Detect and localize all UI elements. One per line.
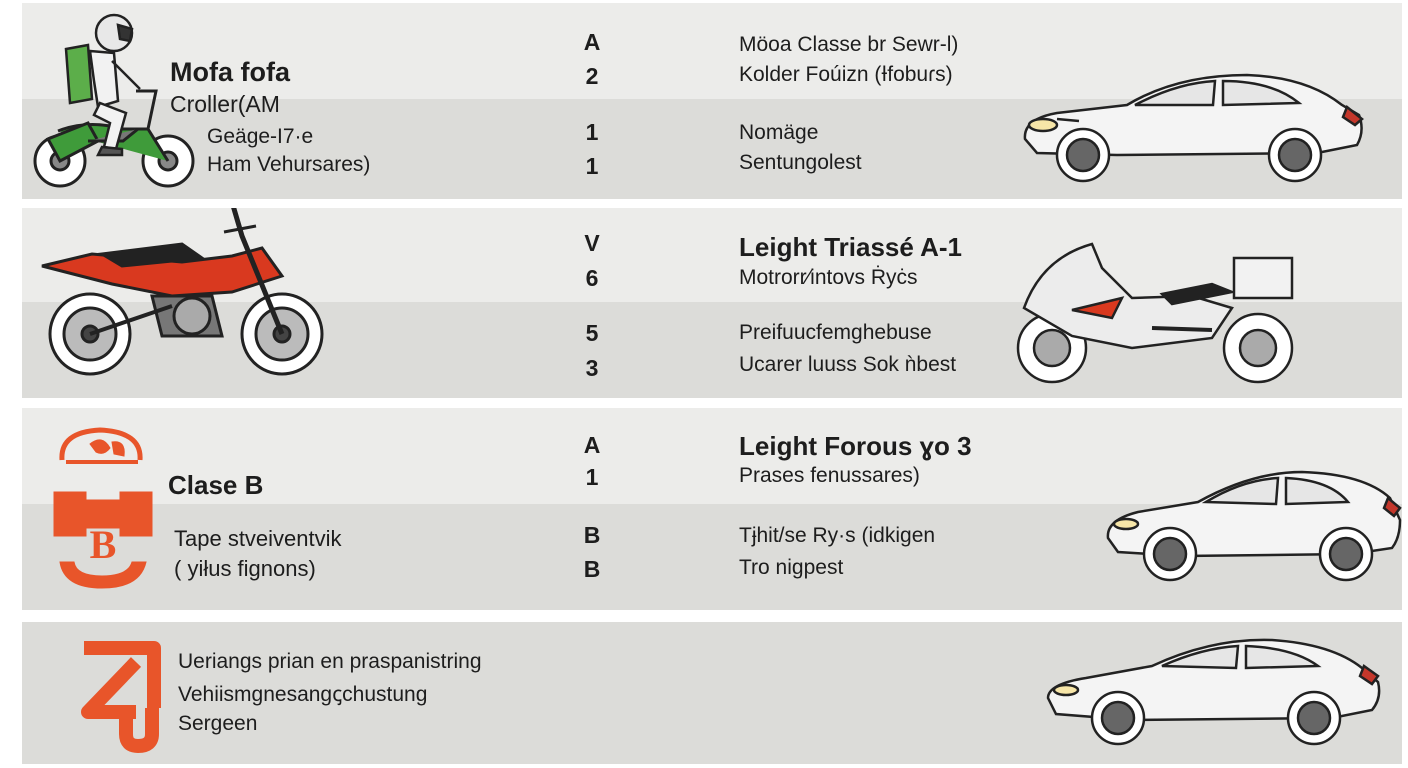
row-2 xyxy=(22,208,1402,398)
row-3-code-1: A xyxy=(583,432,601,458)
row-2-class-2: Motrorr⁄intovs Ṙyċs xyxy=(739,266,918,289)
row-4-line-1: Ueriangs prian en praspanistring xyxy=(178,650,482,673)
red-motorcycle-icon xyxy=(32,208,332,382)
svg-text:B: B xyxy=(89,522,117,567)
row-2-code-4: 3 xyxy=(585,355,599,381)
row-1-class-1: Möoa Classe br Sewr-l) xyxy=(739,33,959,56)
row-3-line-2: ( yiłus fignons) xyxy=(174,556,316,581)
row-1-subtitle: Croller(AM xyxy=(170,91,280,117)
row-3 xyxy=(22,408,1402,610)
row-3-class-4: Tro nigpest xyxy=(739,556,844,579)
row-3-code-3: B xyxy=(583,522,601,548)
row-1-class-3: Nomäge xyxy=(739,121,819,144)
row-2-class-4: Ucarer luuss Sok ǹbest xyxy=(739,353,957,376)
row-1-class-2: Kolder Foúizn (Ɨfobuɾs) xyxy=(739,63,953,86)
row-3-title: Clase B xyxy=(168,470,264,500)
row-3-code-2: 1 xyxy=(585,464,599,490)
row-1-line-2: Ham Vehursares) xyxy=(207,153,371,176)
row-1-line-1: Geäge-I7·e xyxy=(207,125,314,148)
row-3-line-1: Tape stveiventvik xyxy=(174,526,342,551)
orange-logo-icon xyxy=(76,638,166,754)
row-1-code-3: 1 xyxy=(585,119,599,145)
coupe-car-icon xyxy=(1042,634,1382,752)
row-3-class-2: Prases fenussares) xyxy=(739,464,920,487)
row-1-code-1: A xyxy=(583,29,601,55)
row-2-class-3: Preifuucfemɡhebuse xyxy=(739,321,932,344)
sedan-car-icon xyxy=(1017,69,1367,189)
row-3-code-4: B xyxy=(583,556,601,582)
row-3-class-3: Tɉhit/se Ry·s (idkigen xyxy=(739,524,936,547)
row-2-code-3: 5 xyxy=(585,320,599,346)
row-1-code-4: 1 xyxy=(585,153,599,179)
row-1-code-2: 2 xyxy=(585,63,599,89)
row-2-class-1: Leight Triassé A-1 xyxy=(739,232,962,262)
row-3-class-1: Leight Forous ɣo 3 xyxy=(739,431,972,461)
row-2-code-1: V xyxy=(584,230,600,256)
row-1 xyxy=(22,3,1402,199)
touring-motorcycle-icon xyxy=(1012,238,1312,388)
row-1-title: Mofa fofa xyxy=(170,57,290,87)
hatchback-car-icon xyxy=(1102,468,1402,588)
row-2-code-2: 6 xyxy=(585,265,599,291)
class-b-emblem-icon xyxy=(50,426,156,592)
row-4-line-3: Sergeen xyxy=(178,712,258,735)
row-4-line-2: Vehiismgnesangꞔchustung xyxy=(178,683,428,706)
row-1-class-4: Sentungolest xyxy=(739,151,862,174)
row-4 xyxy=(22,622,1402,764)
